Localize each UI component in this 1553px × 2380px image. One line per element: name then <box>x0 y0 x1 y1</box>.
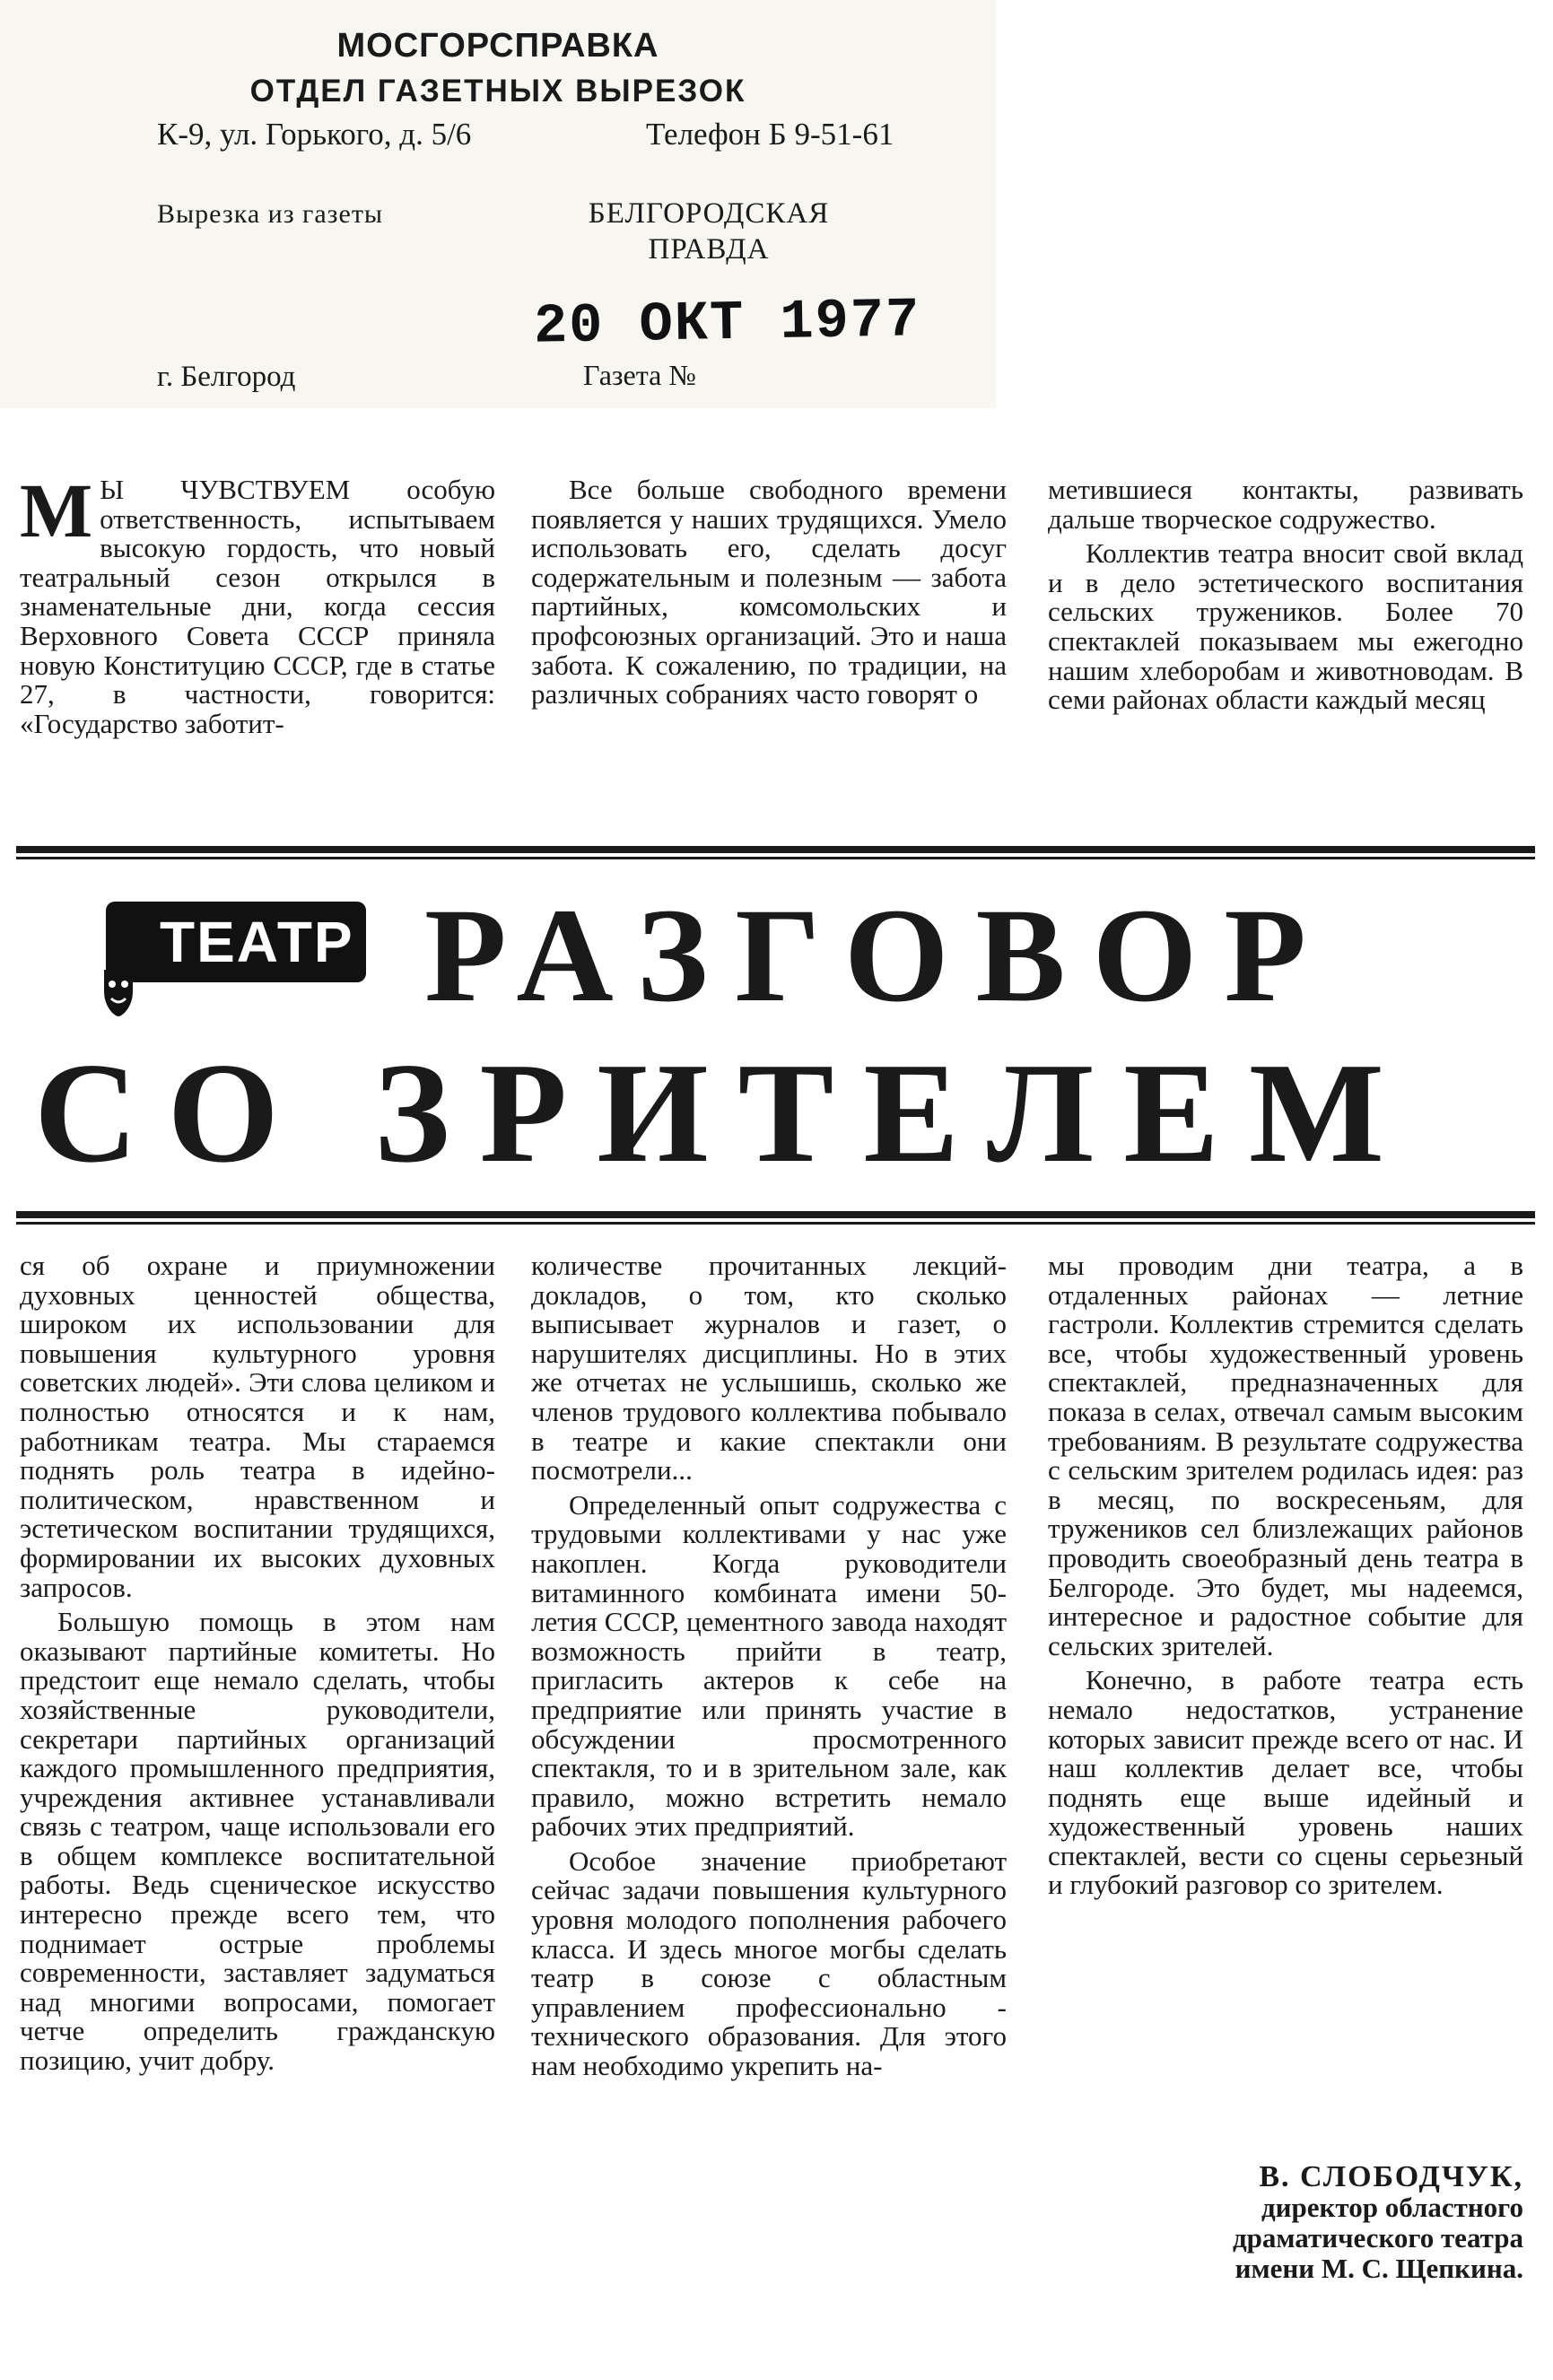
author-name: В. СЛОБОДЧУК, <box>1259 2160 1523 2193</box>
slip-issue-label: Газета № <box>583 359 696 391</box>
article-paragraph: ся об охране и приумножении духовных ценностей общества, широком их использовании для повышения культурного уровня советских людей». Эти слова целиком и полностью относятся и к нам, работникам театра. Мы стараемся поднять роль театра в идейно-политическом, нравственном и эстетическом воспитании трудящихся, формировании их высоких духовных запросов. <box>20 1250 495 1603</box>
author-title-line: драматического театра <box>1232 2222 1523 2254</box>
slip-address: К-9, ул. Горького, д. 5/6 <box>157 117 472 152</box>
author-title-line: директор областного <box>1261 2192 1523 2223</box>
article-column-4 <box>20 1251 495 2081</box>
author-signature <box>1048 2162 1523 2284</box>
rubric-label: ТЕАТР <box>160 910 354 974</box>
headline-line-2: СО ЗРИТЕЛЕМ <box>34 1033 1414 1192</box>
date-stamp: 20 ОКТ 1977 <box>533 288 921 359</box>
article-column-6 <box>1048 1251 1523 1905</box>
headline-block <box>16 866 1535 1207</box>
slip-cutting-label: Вырезка из газеты <box>157 199 384 229</box>
article-column-3 <box>1048 475 1523 720</box>
slip-organization: МОСГОРСПРАВКА <box>336 27 659 65</box>
article-paragraph <box>20 467 495 739</box>
article-paragraph: метившиеся контакты, развивать дальше творческое содружество. <box>1048 474 1523 535</box>
slip-phone: Телефон Б 9-51-61 <box>646 117 894 152</box>
theatre-mask-icon <box>97 964 160 1027</box>
headline-rule-bottom <box>16 1211 1535 1218</box>
drop-cap: М <box>20 467 93 554</box>
slip-newspaper-name: БЕЛГОРОДСКАЯ ПРАВДА <box>588 197 830 266</box>
slip-city: г. Белгород <box>157 361 296 393</box>
article-paragraph: Конечно, в работе театра есть немало недостатков, устранение которых зависит прежде всего от нас. И наш коллектив делает все, чтобы поднять еще выше идейный и художественный уровень наших спектаклей, вести со сцены серьезный и глубокий разговор со зрителем. <box>1048 1664 1523 1901</box>
clipping-slip <box>0 0 996 408</box>
article-paragraph: Большую помощь в этом нам оказывают партийные комитеты. Но предстоит еще немало сделать, чтобы хозяйственные руководители, секретари партийных организаций каждого промышленного предприятия, учреждения активнее устанавливали связь с театром, чаще использовали его в общем комплексе воспитательной работы. Ведь сценическое искусство интересно прежде всего тем, что поднимает острые проблемы современности, заставляет задуматься над многими вопросами, помогает четче определить гражданскую позицию, учит добру. <box>20 1606 495 2077</box>
article-paragraph: Все больше свободного времени появляется у наших трудящихся. Умело использовать его, сделать досуг содержательным и полезным — забота партийных, комсомольских и профсоюзных организаций. Это и наша забота. К сожалению, по традиции, на различных собраниях часто говорят о <box>531 474 1007 711</box>
headline-rule-bottom-thin <box>16 1222 1535 1225</box>
headline-line-1: РАЗГОВОР <box>424 881 1333 1030</box>
article-column-2 <box>531 475 1007 715</box>
article-column-5 <box>531 1251 1007 2087</box>
headline-rule-top <box>16 846 1535 853</box>
article-paragraph: Определенный опыт содружества с трудовыми коллективами у нас уже накоплен. Когда руководители витаминного комбината имени 50-летия СССР, цементного завода находят возможность прийти в театр, пригласить актеров к себе на предприятие или принять участие в обсуждении просмотренного спектакля, то и в зрительном зале, как правило, можно встретить немало рабочих этих предприятий. <box>531 1488 1007 1843</box>
article-column-1 <box>20 467 495 744</box>
paragraph-text: Ы ЧУВСТВУЕМ особую ответственность, испытываем высокую гордость, что новый театральный сезон открылся в знаменательные дни, когда сессия Верховного Совета СССР приняла новую Конституцию СССР, где в статье 27, в частности, говорится: «Государство заботит- <box>20 474 495 739</box>
slip-department: ОТДЕЛ ГАЗЕТНЫХ ВЫРЕЗОК <box>249 74 746 109</box>
headline-rule-top-thin <box>16 857 1535 859</box>
article <box>0 408 1553 2380</box>
article-paragraph: количестве прочитанных лекций-докладов, о том, кто сколько выписывает журналов и газет, о нарушителях дисциплины. Но в этих же отчетах не услышишь, сколько же членов трудового коллектива побывало в театре и какие спектакли они посмотрели... <box>531 1250 1007 1486</box>
article-paragraph: Коллектив театра вносит свой вклад и в дело эстетического воспитания сельских тружеников. Более 70 спектаклей показываем мы ежегодно нашим хлеборобам и животноводам. В семи районах области каждый месяц <box>1048 537 1523 716</box>
article-paragraph: Особое значение приобретают сейчас задачи повышения культурного уровня молодого пополнения рабочего класса. И здесь многое могбы сделать театр в союзе с областным управлением профессионально - технического образования. Для этого нам необходимо укрепить на- <box>531 1844 1007 2082</box>
article-paragraph: мы проводим дни театра, а в отдаленных районах — летние гастроли. Коллектив стремится сделать все, чтобы художественный уровень спектаклей, предназначенных для показа в селах, отвечал самым высоким требованиям. В результате содружества с сельским зрителем родилась идея: раз в месяц, по воскресеньям, для тружеников сел близлежащих районов проводить своеобразный день театра в Белгороде. Это будет, мы надеемся, интересное и радостное событие для сельских зрителей. <box>1048 1250 1523 1661</box>
author-title-line: имени М. С. Щепкина. <box>1235 2253 1523 2284</box>
